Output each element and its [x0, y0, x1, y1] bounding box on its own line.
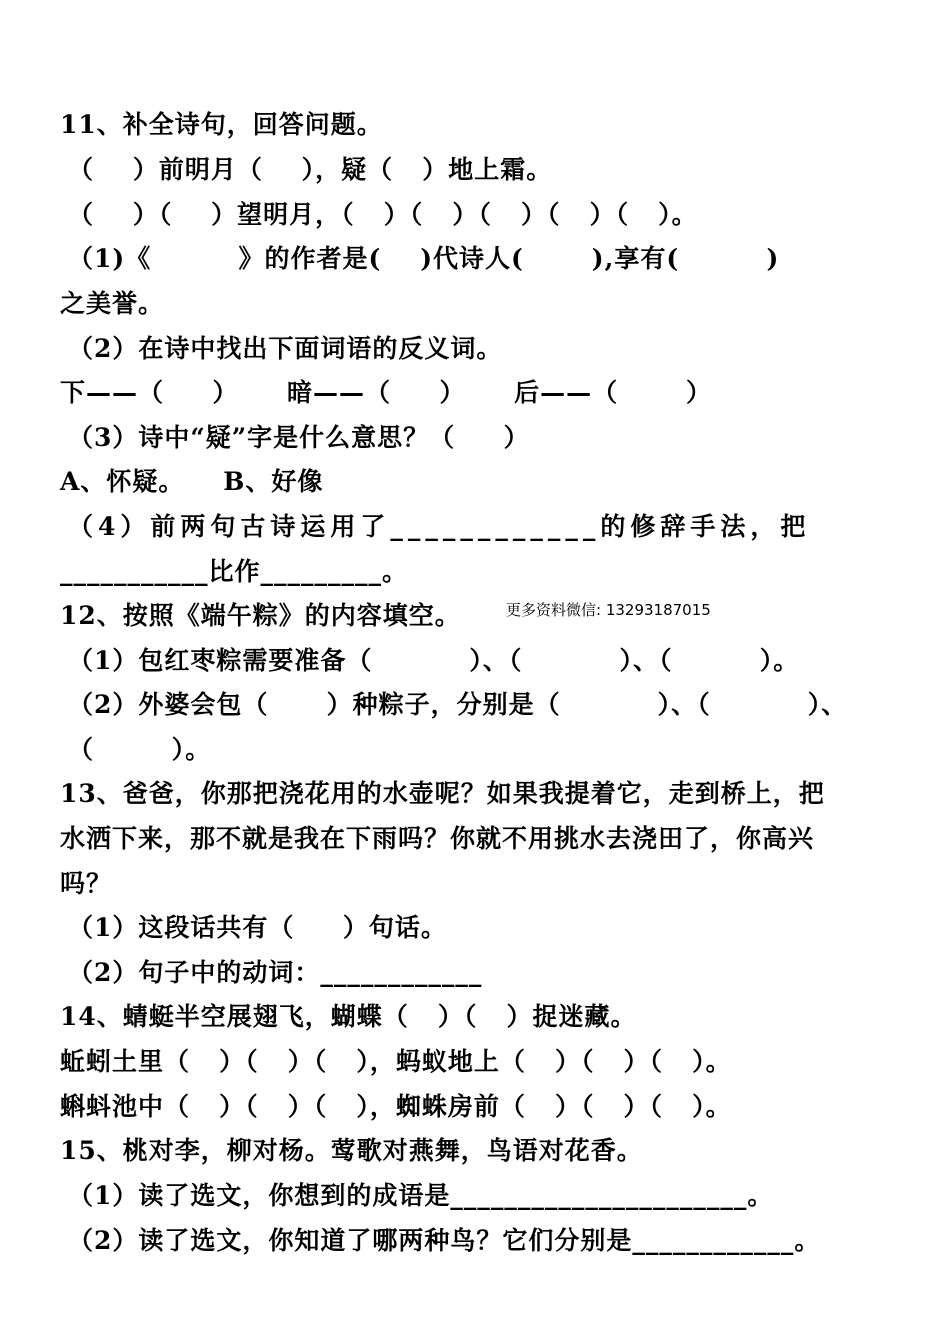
- q14-line-2: 蚯蚓土里（ ）（ ）（ ），蚂蚁地上（ ）（ ）（ ）。: [60, 1047, 732, 1076]
- q12-sub1: （1）包红枣粽需要准备（ ）、（ ）、（ ）。: [68, 646, 800, 675]
- q11-poem-line-1: （ ）前明月（ ），疑（ ）地上霜。: [68, 155, 553, 184]
- q11-sub2: （2）在诗中找出下面词语的反义词。: [68, 334, 503, 363]
- q11-sub4-line-2: ___________比作_________。: [60, 557, 409, 586]
- q11-antonyms: 下——（ ） 暗——（ ） 后——（ ）: [60, 378, 712, 407]
- q15-sub2: （2）读了选文，你知道了哪两种鸟？它们分别是____________。: [68, 1226, 821, 1255]
- q14-line-1: 14、蜻蜓半空展翅飞，蝴蝶（ ）（ ）捉迷藏。: [60, 1002, 637, 1031]
- q11-sub1-line-1: （1)《 》的作者是( )代诗人( ),享有( ): [68, 244, 780, 273]
- contact-note: 更多资料微信: 13293187015: [506, 601, 711, 619]
- q13-line-3: 吗？: [60, 869, 113, 898]
- q11-sub1-line-2: 之美誉。: [60, 289, 165, 318]
- q15-title: 15、桃对李，柳对杨。莺歌对燕舞，鸟语对花香。: [60, 1136, 643, 1165]
- q12-sub2-line-2: （ ）。: [68, 735, 212, 764]
- q11-sub3: （3）诗中“疑”字是什么意思？（ ）: [68, 423, 530, 452]
- q13-line-2: 水洒下来，那不就是我在下雨吗？你就不用挑水去浇田了，你高兴: [60, 824, 815, 853]
- q13-line-1: 13、爸爸，你那把浇花用的水壶呢？如果我提着它，走到桥上，把: [60, 779, 825, 808]
- q15-sub1: （1）读了选文，你想到的成语是______________________。: [68, 1181, 774, 1210]
- q12-title: 12、按照《端午粽》的内容填空。: [60, 601, 461, 630]
- q13-sub2: （2）句子中的动词：____________: [68, 958, 483, 987]
- q11-options: A、怀疑。 B、好像: [60, 467, 324, 496]
- q11-title: 11、补全诗句，回答问题。: [60, 110, 383, 139]
- q12-sub2-line-1: （2）外婆会包（ ）种粽子，分别是（ ）、（ ）、: [68, 690, 848, 719]
- q11-poem-line-2: （ ）（ ）望明月，（ ）（ ）（ ）（ ）（ ）。: [68, 200, 698, 229]
- q13-sub1: （1）这段话共有（ ）句话。: [68, 913, 447, 942]
- q14-line-3: 蝌蚪池中（ ）（ ）（ ），蜘蛛房前（ ）（ ）（ ）。: [60, 1092, 732, 1121]
- q11-sub4-line-1: （4）前两句古诗运用了____________的修辞手法，把: [68, 512, 811, 541]
